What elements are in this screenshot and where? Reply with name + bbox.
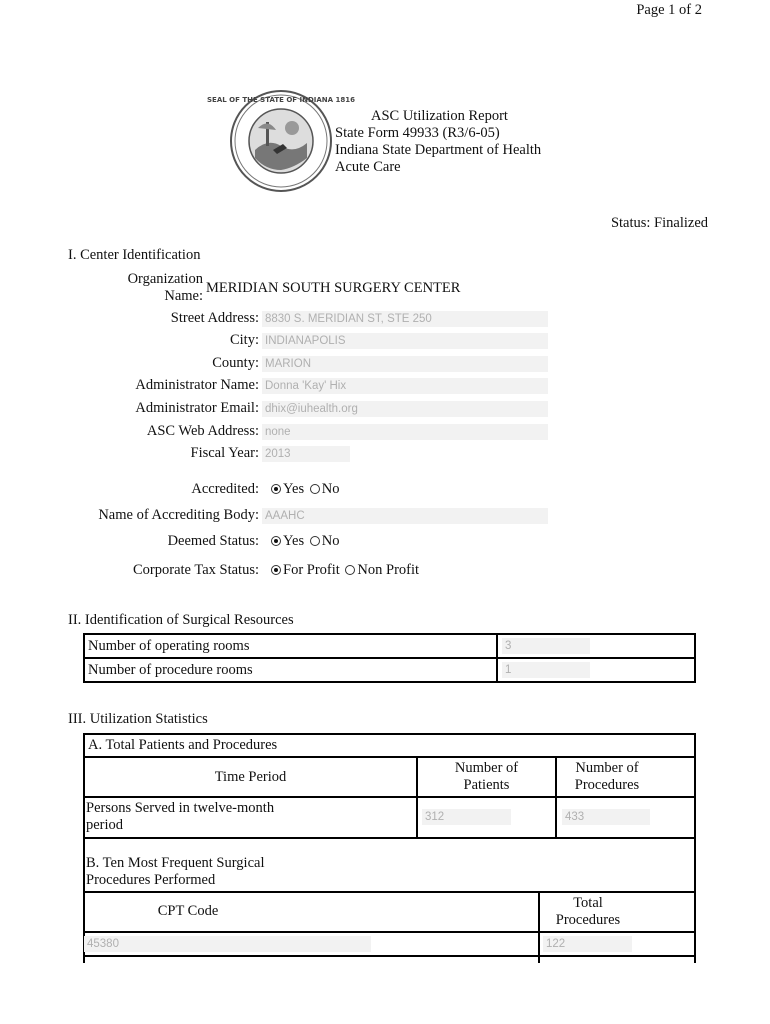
county-label: County:: [212, 355, 259, 371]
total-procedures-field[interactable]: 122: [543, 936, 632, 952]
total-procedures-header: Total Procedures: [555, 895, 621, 928]
cpt-code-field[interactable]: 45380: [84, 936, 371, 952]
deemed-yes-option[interactable]: Yes: [271, 533, 304, 549]
status-label: Status: Finalized: [610, 215, 708, 231]
web-address-label: ASC Web Address:: [146, 423, 259, 439]
patients-header: Number of Patients: [454, 760, 519, 793]
subsection-a-title: A. Total Patients and Procedures: [88, 737, 278, 753]
radio-unselected-icon: [345, 565, 355, 575]
department: Indiana State Department of Health: [335, 142, 542, 158]
accrediting-body-field[interactable]: AAAHC: [262, 508, 548, 524]
deemed-no-option[interactable]: No: [310, 533, 340, 549]
radio-unselected-icon: [310, 536, 320, 546]
street-address-label: Street Address:: [170, 310, 259, 326]
accredited-radio-group: [271, 481, 339, 498]
procedures-count-field[interactable]: 433: [562, 809, 650, 825]
division: Acute Care: [335, 159, 401, 175]
fiscal-year-label: Fiscal Year:: [190, 445, 259, 461]
radio-unselected-icon: [310, 484, 320, 494]
admin-email-label: Administrator Email:: [135, 400, 259, 416]
operating-rooms-field[interactable]: 3: [502, 638, 590, 654]
procedure-rooms-label: Number of procedure rooms: [88, 662, 253, 678]
admin-name-field[interactable]: Donna 'Kay' Hix: [262, 378, 548, 394]
subsection-b-title: B. Ten Most Frequent Surgical Procedures Performed: [86, 855, 265, 888]
city-label: City:: [229, 332, 259, 348]
deemed-status-label: Deemed Status:: [167, 533, 259, 549]
section2-title: II. Identification of Surgical Resources: [68, 612, 294, 628]
time-period-header: Time Period: [214, 769, 287, 785]
persons-served-label: Persons Served in twelve-month period: [86, 800, 275, 833]
seal-text: SEAL OF THE STATE OF INDIANA 1816: [207, 96, 355, 104]
tax-for-profit-option[interactable]: For Profit: [271, 562, 340, 578]
org-name-value: MERIDIAN SOUTH SURGERY CENTER: [206, 280, 461, 296]
admin-email-field[interactable]: dhix@iuhealth.org: [262, 401, 548, 417]
patients-count-field[interactable]: 312: [422, 809, 511, 825]
section3-title: III. Utilization Statistics: [68, 711, 208, 727]
radio-selected-icon: [271, 565, 281, 575]
tax-radio-group: [271, 562, 419, 579]
procedures-header: Number of Procedures: [574, 760, 640, 793]
operating-rooms-label: Number of operating rooms: [88, 638, 250, 654]
radio-selected-icon: [271, 484, 281, 494]
procedure-rooms-field[interactable]: 1: [502, 662, 590, 678]
accredited-no-option[interactable]: No: [310, 481, 340, 497]
report-title: ASC Utilization Report: [371, 108, 508, 124]
tax-non-profit-option[interactable]: Non Profit: [345, 562, 419, 578]
deemed-radio-group: [271, 533, 339, 550]
fiscal-year-field[interactable]: 2013: [262, 446, 350, 462]
org-name-label: Organization Name:: [127, 271, 203, 304]
page-number: Page 1 of 2: [636, 2, 702, 18]
street-address-field[interactable]: 8830 S. MERIDIAN ST, STE 250: [262, 311, 548, 327]
tax-status-label: Corporate Tax Status:: [133, 562, 259, 578]
web-address-field[interactable]: none: [262, 424, 548, 440]
accrediting-body-label: Name of Accrediting Body:: [98, 507, 259, 523]
admin-name-label: Administrator Name:: [135, 377, 259, 393]
county-field[interactable]: MARION: [262, 356, 548, 372]
section1-title: I. Center Identification: [68, 247, 201, 263]
indiana-state-seal: [207, 88, 355, 194]
accredited-label: Accredited:: [191, 481, 259, 497]
form-number: State Form 49933 (R3/6-05): [335, 125, 500, 141]
city-field[interactable]: INDIANAPOLIS: [262, 333, 548, 349]
accredited-yes-option[interactable]: Yes: [271, 481, 304, 497]
radio-selected-icon: [271, 536, 281, 546]
cpt-code-header: CPT Code: [157, 903, 219, 919]
